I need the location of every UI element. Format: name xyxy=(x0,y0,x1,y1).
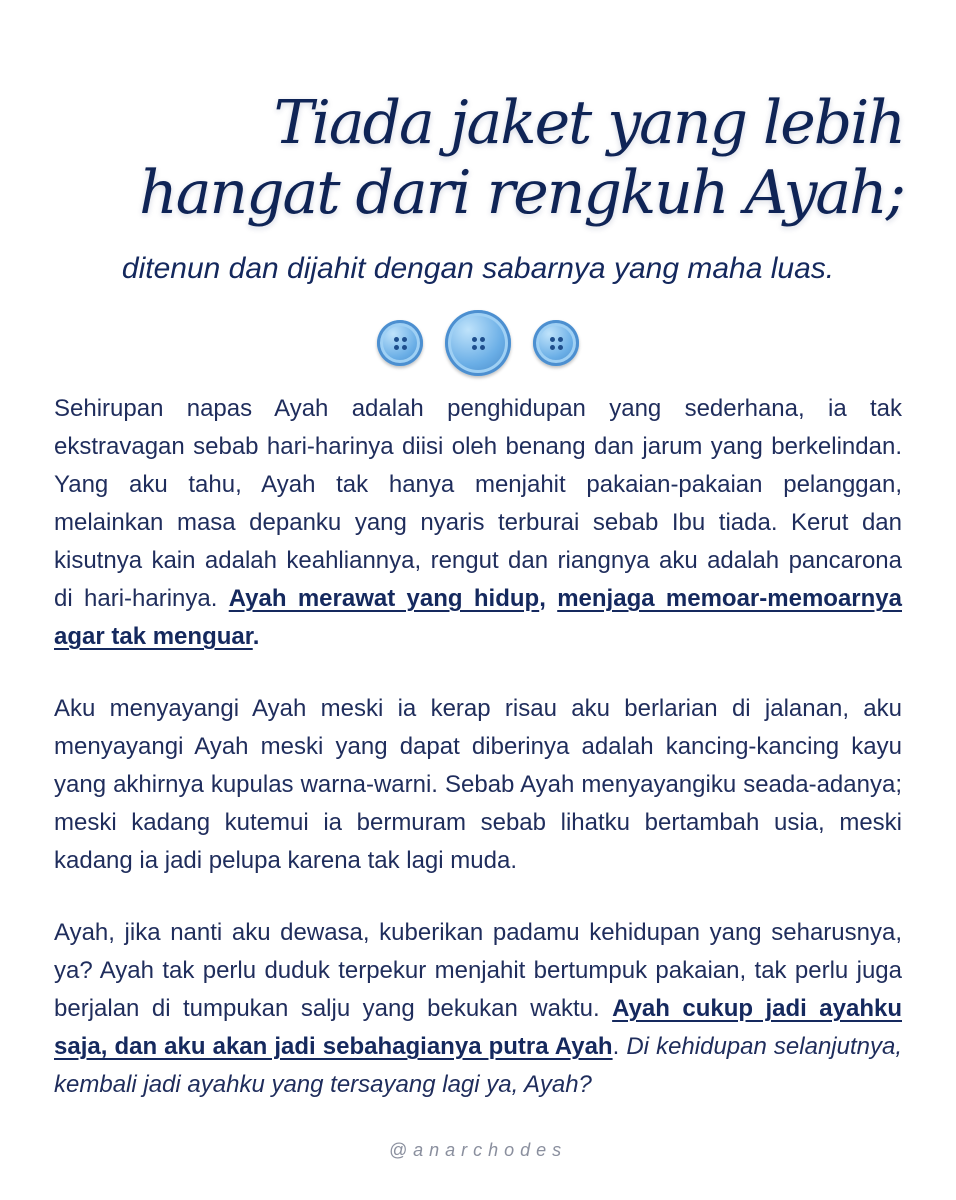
title-line-1: Tiada jaket yang lebih xyxy=(273,88,904,158)
paragraph-3 xyxy=(54,914,902,1104)
paragraph-1 xyxy=(54,390,902,656)
title xyxy=(139,88,904,228)
button-small-icon xyxy=(377,320,423,366)
author-handle: @anarchodes xyxy=(388,1140,568,1160)
paragraph-3-text: Ayah, jika nanti aku dewasa, kuberikan padamu kehidupan yang seharusnya, ya? Ayah tak perlu duduk terpekur menjahit bertumpuk pakaian, tak perlu juga berjalan di tumpukan salju yang bekukan waktu. xyxy=(54,919,902,1022)
paragraph-2: Aku menyayangi Ayah meski ia kerap risau aku berlarian di jalanan, aku menyayangi Ayah meski yang dapat diberinya adalah kancing-kancing kayu yang akhirnya kupulas warna-warni. Sebab Ayah menyayangiku seada-adanya; meski kadang kutemui ia bermuram sebab lihatku bertambah usia, meski kadang ia jadi pelupa karena tak lagi muda. xyxy=(54,695,902,874)
subtitle: ditenun dan dijahit dengan sabarnya yang maha luas. xyxy=(121,252,835,285)
paragraph-1-bold-1: Ayah merawat yang hidup xyxy=(228,585,540,612)
button-large-icon xyxy=(445,310,511,376)
button-small-icon xyxy=(533,320,579,366)
title-line-2: hangat dari rengkuh Ayah; xyxy=(139,158,904,228)
paragraph-1-bold-2: menjaga memoar-memoarnya agar tak menguar xyxy=(54,585,902,650)
paragraph-3-italic: Di kehidupan selanjutnya, kembali jadi ayahku yang tersayang lagi ya, Ayah? xyxy=(54,1033,902,1098)
body-content xyxy=(54,390,902,1138)
paragraph-1-comma: , xyxy=(539,585,558,612)
paragraph-1-period: . xyxy=(252,623,260,650)
button-decoration xyxy=(0,308,956,378)
paragraph-3-period: . xyxy=(612,1033,627,1060)
paragraph-1-text: Sehirupan napas Ayah adalah penghidupan yang sederhana, ia tak ekstravagan sebab hari-harinya diisi oleh benang dan jarum yang berkelindan. Yang aku tahu, Ayah tak hanya menjahit pakaian-pakaian pelanggan, melainkan masa depanku yang nyaris terburai sebab Ibu tiada. Kerut dan kisutnya kain adalah keahliannya, rengut dan riangnya aku adalah pancarona di hari-harinya. xyxy=(54,395,902,612)
paragraph-3-bold: Ayah cukup jadi ayahku saja, dan aku akan jadi sebahagianya putra Ayah xyxy=(54,995,902,1060)
